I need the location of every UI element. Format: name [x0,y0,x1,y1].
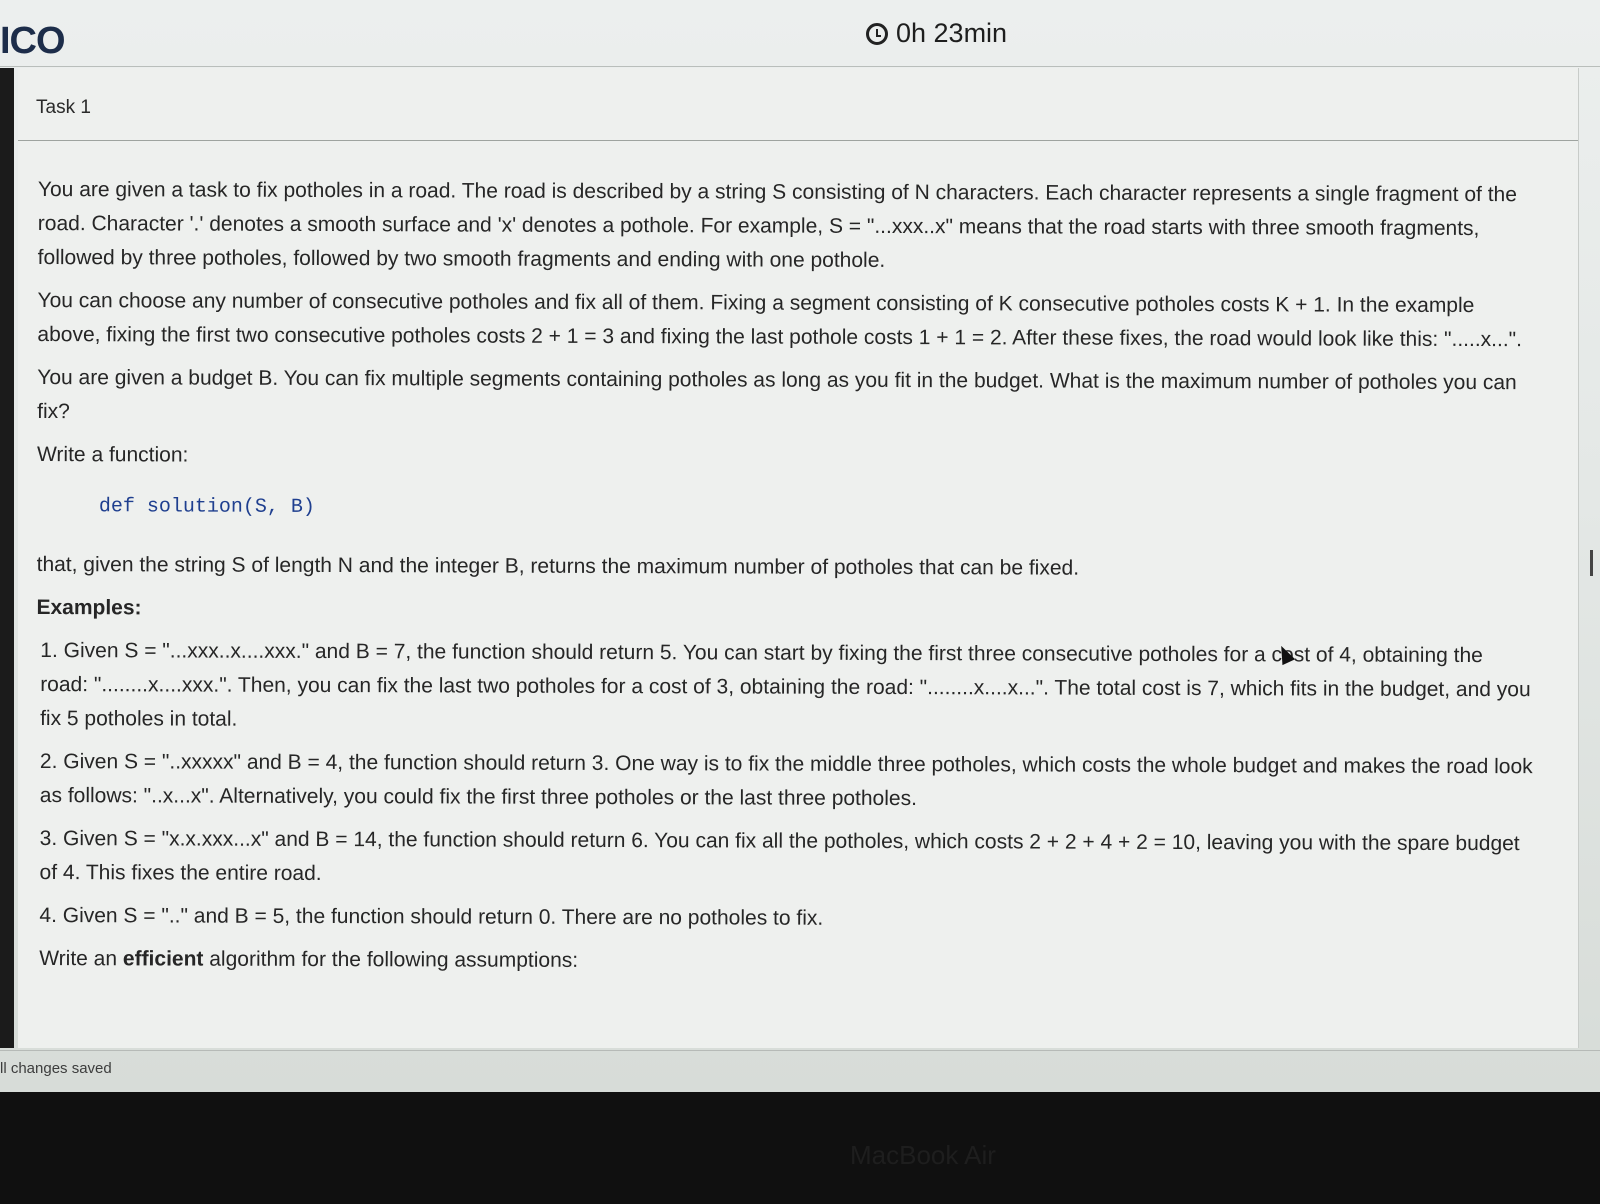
task-description [35,173,1538,990]
logo: ICO [0,20,65,62]
write-function-label: Write a function: [36,442,189,467]
examples-heading: Examples: [36,595,142,620]
status-bar [0,1050,1600,1092]
assumptions-suffix: algorithm for the following assumptions: [209,947,579,972]
laptop-bezel-label: MacBook Air [850,1140,996,1170]
clock-icon [866,23,888,45]
code-signature: def solution(S, B) [98,495,315,519]
task-header [18,68,1578,141]
example-item: 3. Given S = "x.x.xxx...x" and B = 14, the function should return 6. You can fix all the potholes, which costs 2 + 2 + 4 + 2 = 10, leaving you with the spare budget of 4. This fixes the entire road. [39,827,1520,885]
example-item: 1. Given S = "...xxx..x....xxx." and B = 7, the function should return 5. You can start by fixing the first three consecutive potholes for a cost of 4, obtaining the road: "........x....xxx.". Then, you can fix the last two potholes for a cost of 3, obtaining the road: "........x....x...". The total cost is 7, which fits in the budget, and you fix 5 potholes in total. [40,639,1531,731]
example-item: 4. Given S = ".." and B = 5, the function should return 0. There are no potholes to fix. [39,904,824,930]
assumptions-intro [39,942,1535,981]
timer-text: 0h 23min [896,18,1008,48]
paragraph-intro: You are given a task to fix potholes in a road. The road is described by a string S consisting of N characters. Each character represents a single fragment of the road. Character '.' denotes a smooth surface and 'x' denotes a pothole. For example, S = "...xxx..x" means that the road starts with three smooth fragments, followed by three potholes, followed by two smooth fragments and ending with one pothole. [37,177,1517,272]
tab-task-1[interactable]: Task 1 [36,97,91,118]
task-panel [18,68,1579,1048]
left-sidebar-edge [0,68,14,1048]
assumptions-bold: efficient [122,947,204,971]
top-bar [0,0,1600,67]
example-item: 2. Given S = "..xxxxx" and B = 4, the function should return 3. One way is to fix the middle three potholes, which costs the whole budget and makes the road look as follows: "..x...x". Alternatively, you could fix the first three potholes or the last three potholes. [39,750,1533,811]
paragraph-cost-rule: You can choose any number of consecutive potholes and fix all of them. Fixing a segment consisting of K consecutive potholes costs K + 1. In the example above, fixing the first two consecutive potholes costs 2 + 1 = 3 and fixing the last pothole costs 1 + 1 = 2. After these fixes, the road would look like this: ".....x...". [37,288,1523,352]
assumptions-prefix: Write an [39,947,118,971]
timer [866,18,1007,49]
paragraph-budget: You are given a budget B. You can fix multiple segments containing potholes as long as you fit in the budget. What is the maximum number of potholes you can fix? [37,365,1517,424]
save-status: ll changes saved [0,1060,112,1077]
scrollbar-handle[interactable] [1590,550,1593,576]
paragraph-returns: that, given the string S of length N and the integer B, returns the maximum number of potholes that can be fixed. [36,552,1080,580]
